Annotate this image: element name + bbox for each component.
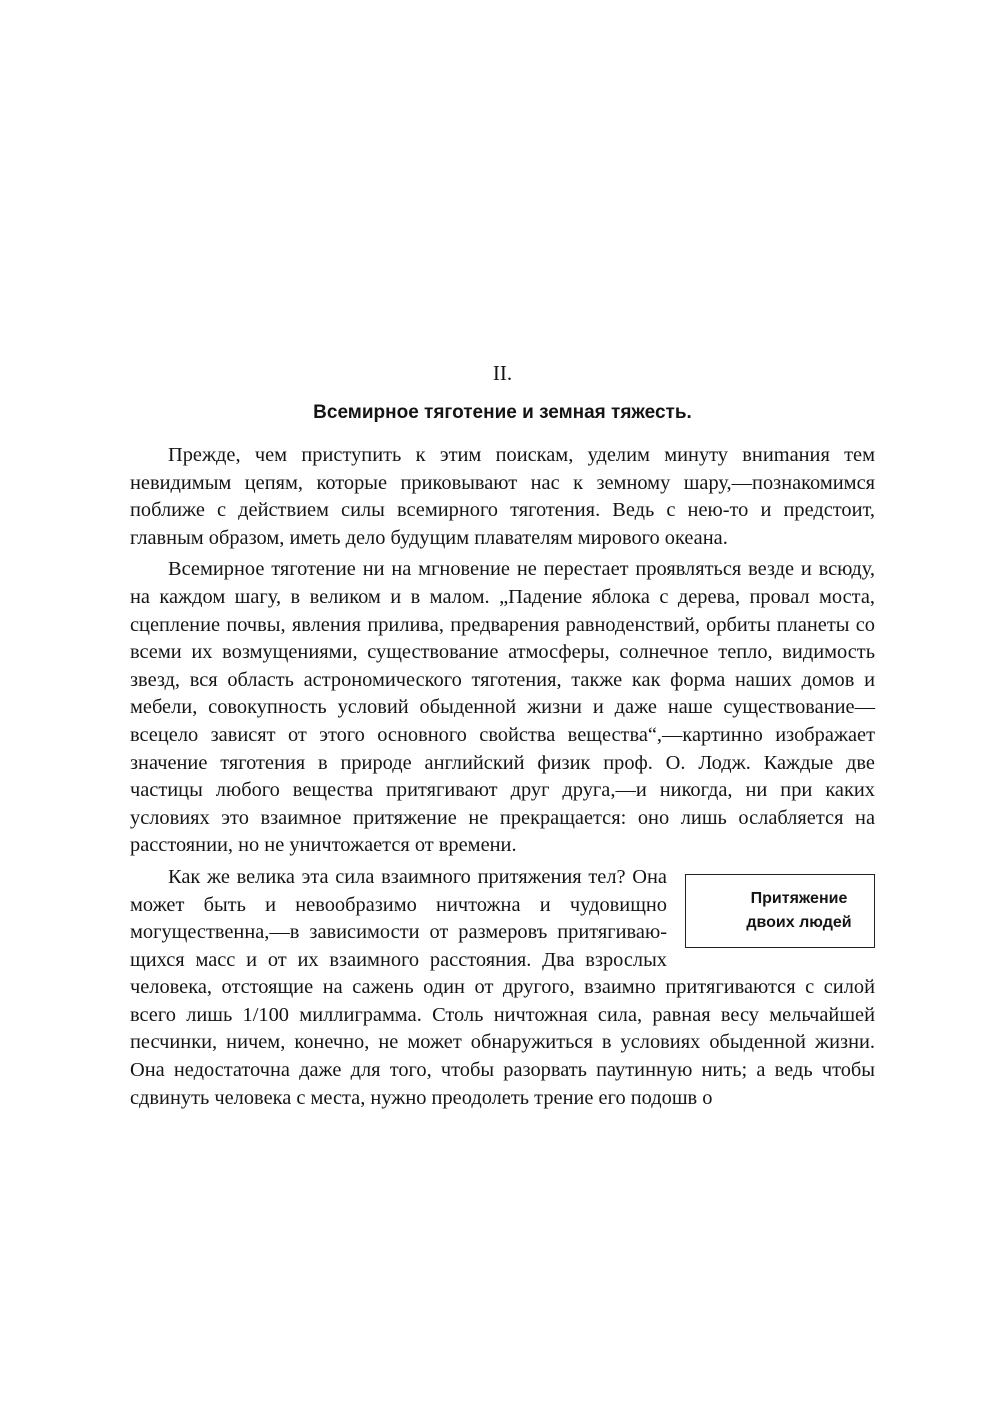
paragraph-3-text: Как же велика эта сила взаимного притяжения тел? Она может быть и невообразимо ничтожна и чудовищно могущественна,—в зависимости от размеровъ притягивающихся масс и от их взаимного расстояния. Два взрослых человека, отстоящие на сажень один от другого, взаимно притягиваются с силой всего лишь 1/100 миллиграмма. Столь ничтожная сила, равная весу мельчайшей песчинки, ничем, конечно, не может обнаружиться в условиях обыденной жизни. Она недостаточна даже для того, чтобы разорвать паутинную нить; а ведь чтобы сдвинуть человека с места, нужно преодолеть трение его подошв о — [130, 865, 875, 1109]
paragraph-2: Всемирное тяготение ни на мгновение не перестает проявляться везде и всюду, на каждом шагу, в великом и в малом. „Падение яблока с дерева, провал моста, сцепление почвы, явления прилива, предварения равноденствий, орбиты планеты со всеми их возмущениями, существование атмосферы, солнечное тепло, видимость звезд, вся область астрономического тяготения, также как форма наших домов и мебели, совокупность условий обыденной жизни и даже наше существование—всецело зависят от этого основного свойства вещества“,—картинно изображает значение тяготения в природе английский физик проф. О. Лодж. Каждые две частицы любого вещества притягивают друг друга,—и никогда, ни при каких условиях это взаимное притяжение не прекращается: оно лишь ослабляется на расстоянии, но не уничтожается от времени. — [130, 558, 875, 857]
margin-note-line-2: двоих людей — [746, 913, 852, 931]
margin-note-line-1: Притяжение — [750, 889, 848, 907]
book-page — [130, 360, 875, 1112]
chapter-title: Всемирное тяготение и земная тяжесть. — [313, 402, 692, 423]
paragraph-3 — [130, 864, 875, 1112]
paragraph-1: Прежде, чем приступить к этим поискам, уделим минуту вниmания тем невидимым цепям, которые приковывают нас к земному шару,—познакомимся поближе с действием силы всемирного тяготения. Ведь с нею-то и предстоит, главным образом, иметь дело будущим плавателям мирового океана. — [130, 444, 875, 549]
chapter-number: II. — [492, 361, 513, 385]
margin-note-box — [685, 874, 875, 948]
